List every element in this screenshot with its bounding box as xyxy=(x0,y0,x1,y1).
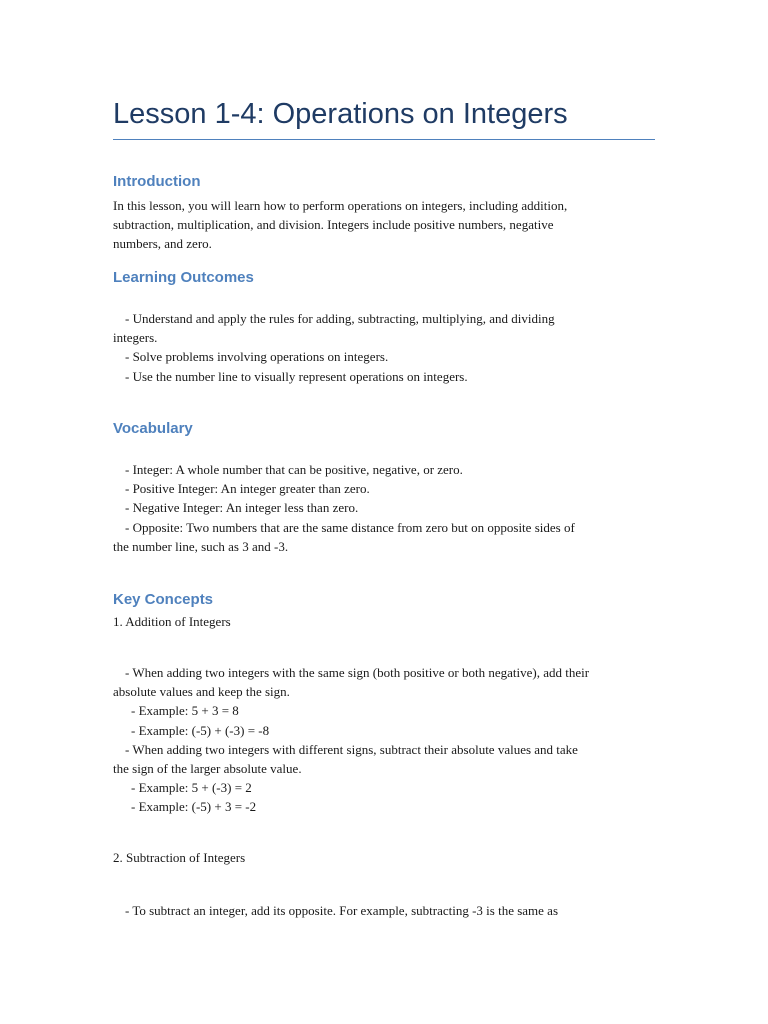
text-line: numbers, and zero. xyxy=(113,236,212,252)
list-item: - When adding two integers with the same sign (both positive or both negative), add their xyxy=(125,665,590,680)
list-item: - Understand and apply the rules for adding, subtracting, multiplying, and dividing xyxy=(125,311,555,326)
example-item: - Example: (-5) + 3 = -2 xyxy=(131,799,257,815)
page-title: Lesson 1-4: Operations on Integers xyxy=(113,98,568,130)
list-item: - Solve problems involving operations on integers. xyxy=(125,349,389,365)
addition-title xyxy=(113,612,658,631)
list-item: - To subtract an integer, add its opposite. For example, subtracting -3 is the same as xyxy=(125,903,559,918)
list-item: - Integer: A whole number that can be positive, negative, or zero. xyxy=(125,462,463,477)
list-item: - Negative Integer: An integer less than zero. xyxy=(125,500,359,516)
example-item: - Example: (-5) + (-3) = -8 xyxy=(131,722,270,738)
introduction-heading: Introduction xyxy=(113,173,201,190)
list-item: - Opposite: Two numbers that are the same distance from zero but on opposite sides of xyxy=(125,519,575,535)
vocabulary-heading: Vocabulary xyxy=(113,420,193,437)
list-item: - Positive Integer: An integer greater than zero. xyxy=(125,481,370,497)
list-item-continuation: the sign of the larger absolute value. xyxy=(113,761,302,777)
list-item: - Use the number line to visually represent operations on integers. xyxy=(125,368,468,384)
subtraction-rules xyxy=(113,901,658,920)
list-item-continuation: integers. xyxy=(113,330,158,346)
key-concepts-heading: Key Concepts xyxy=(113,591,214,608)
example-item: - Example: 5 + (-3) = 2 xyxy=(131,780,252,796)
list-item-continuation: absolute values and keep the sign. xyxy=(113,684,290,700)
subtraction-title xyxy=(113,848,658,867)
vocabulary-list xyxy=(113,460,658,556)
title-divider xyxy=(113,139,655,140)
subsection-title: 2. Subtraction of Integers xyxy=(113,850,246,865)
list-item: - When adding two integers with different signs, subtract their absolute values and take xyxy=(125,741,578,757)
learning-outcomes-heading: Learning Outcomes xyxy=(113,269,254,286)
list-item-continuation: the number line, such as 3 and -3. xyxy=(113,538,289,554)
example-item: - Example: 5 + 3 = 8 xyxy=(131,703,239,719)
addition-rules xyxy=(113,663,658,817)
subsection-title: 1. Addition of Integers xyxy=(113,614,231,629)
text-line: In this lesson, you will learn how to perform operations on integers, including addition, xyxy=(113,198,568,213)
text-line: subtraction, multiplication, and division. Integers include positive numbers, negative xyxy=(113,217,554,233)
learning-outcomes-list xyxy=(113,309,658,386)
introduction-paragraph xyxy=(113,196,658,254)
